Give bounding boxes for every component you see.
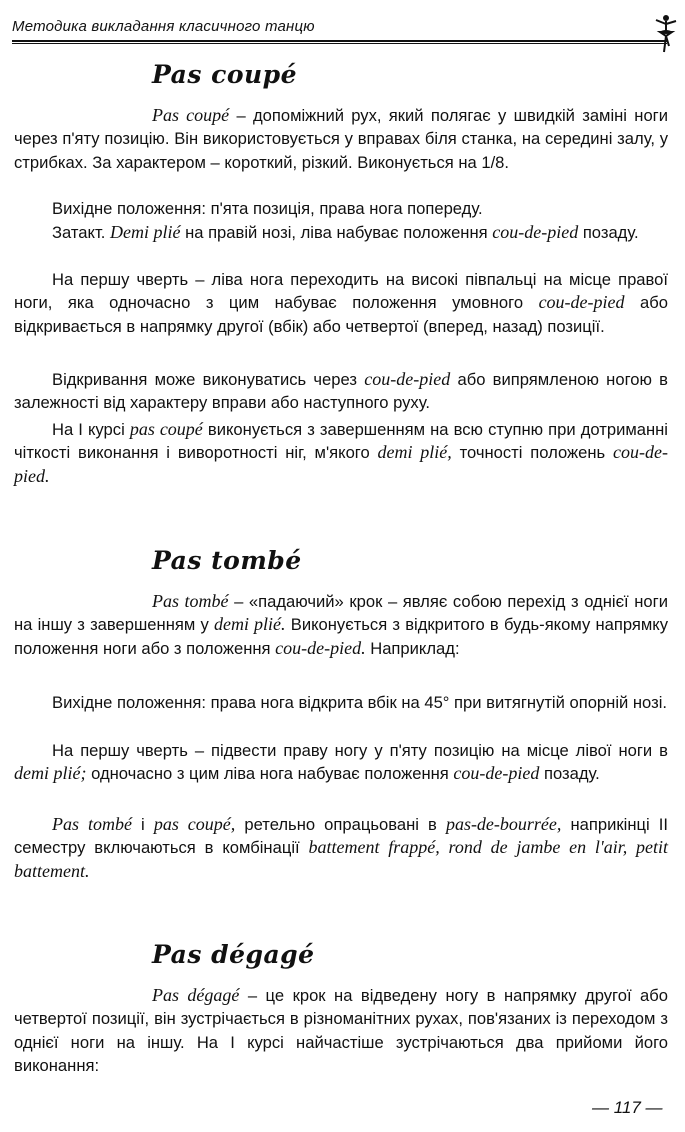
paragraph [14, 197, 668, 220]
paragraph [14, 368, 668, 415]
text-run: виконується з завершенням на всю ступню при дотриманні чіткості виконання і виворотності ніг, м'якого [14, 420, 668, 463]
italic-term: demi plié; [14, 763, 87, 784]
text-run: наприкінці II семестру включаються в комбінації [14, 815, 668, 858]
paragraph [14, 104, 668, 174]
text-run: На першу чверть – підвести праву ногу у п'яту позицію на місце лівої ноги в [52, 741, 668, 760]
italic-term: battement frappé, rond de jambe en l'air, petit battement. [14, 837, 668, 881]
paragraph [14, 691, 668, 714]
header-title: Методика викладання класичного танцю [12, 18, 315, 35]
text-run: і [131, 815, 154, 834]
text-run: точності положень [451, 443, 614, 463]
header-rule-thin [12, 43, 667, 44]
text-run: – це крок на відведену ногу в напрямку другої або четвертої позиції, він зустрічається в різноманітних рухах, пов'язаних із переходом з однієї ноги на іншу. На I курсі найчастіше зустрічаються два прийоми його виконання: [14, 986, 669, 1076]
italic-term: cou-de-pied. [14, 442, 668, 486]
page-number: — 117 — [592, 1098, 663, 1117]
text-run: Наприклад: [365, 638, 460, 658]
italic-term: Pas dégagé [152, 985, 240, 1005]
italic-term: cou-de-pied. [275, 637, 366, 658]
text-run: позаду. [578, 223, 639, 242]
italic-term: cou-de-pied [492, 222, 579, 242]
section-heading-pas-tombe: Pas tombé [152, 546, 302, 575]
header-rule [12, 40, 667, 42]
text-run: або випрямленою ногою в залежності від характеру вправи або наступного руху. [14, 370, 669, 413]
paragraph [14, 590, 668, 660]
paragraph [14, 739, 668, 786]
paragraph [14, 268, 668, 338]
italic-term: pas coupé [129, 419, 203, 439]
text-run: – допоміжний рух, який полягає у швидкій заміні ноги через п'яту позицію. Він використовується у вправах біля станка, на середині залу, у стрибках. За характером – короткий, різкий. Виконується на 1/8. [14, 106, 668, 172]
text-run: – «падаючий» крок – являє собою перехід з однієї ноги на іншу з завершенням у [14, 592, 668, 635]
italic-term: cou-de-pied [538, 292, 625, 313]
section-heading-pas-coupe: Pas coupé [152, 60, 298, 89]
text-run: ретельно опрацьовані в [235, 815, 446, 834]
italic-term: cou-de-pied [453, 763, 540, 784]
italic-term: Demi plié [109, 222, 181, 242]
text-run: одночасно з цим ліва нога набуває положення [86, 764, 454, 784]
italic-term: pas coupé, [153, 814, 236, 834]
text-run: на правій нозі, ліва набуває положення [180, 223, 493, 242]
text-run: На першу чверть – ліва нога переходить на високі півпальці на місце правої ноги, яка одночасно з цим набуває положення умовного [14, 270, 668, 313]
text-run: Вихідне положення: права нога відкрита вбік на 45° при витягнутій опорній нозі. [52, 693, 668, 712]
paragraph [14, 813, 668, 883]
text-run: Виконується з відкритого в будь-якому напрямку положення ноги або з положення [14, 615, 669, 658]
italic-term: Pas tombé [152, 591, 229, 611]
running-header [12, 12, 672, 42]
paragraph [14, 984, 668, 1078]
section-heading-pas-degage: Pas dégagé [152, 940, 315, 969]
paragraph [14, 221, 668, 244]
italic-term: demi plié, [377, 442, 452, 463]
text-run: На I курсі [52, 420, 130, 439]
text-run: Вихідне положення: п'ята позиція, права нога попереду. [52, 199, 483, 218]
italic-term: cou-de-pied [364, 369, 451, 389]
paragraph [14, 418, 668, 488]
italic-term: Pas tombé [52, 814, 132, 834]
italic-term: Pas coupé [152, 105, 230, 125]
italic-term: pas-de-bourrée, [445, 814, 562, 834]
text-run: Відкривання може виконуватись через [52, 370, 365, 389]
text-run: або відкривається в напрямку другої (вбік) або четвертої (вперед, назад) позиції. [14, 293, 668, 336]
italic-term: demi plié. [213, 614, 286, 635]
text-run: Затакт. [52, 223, 110, 242]
text-run: позаду. [539, 764, 600, 784]
ballerina-icon [652, 12, 678, 54]
